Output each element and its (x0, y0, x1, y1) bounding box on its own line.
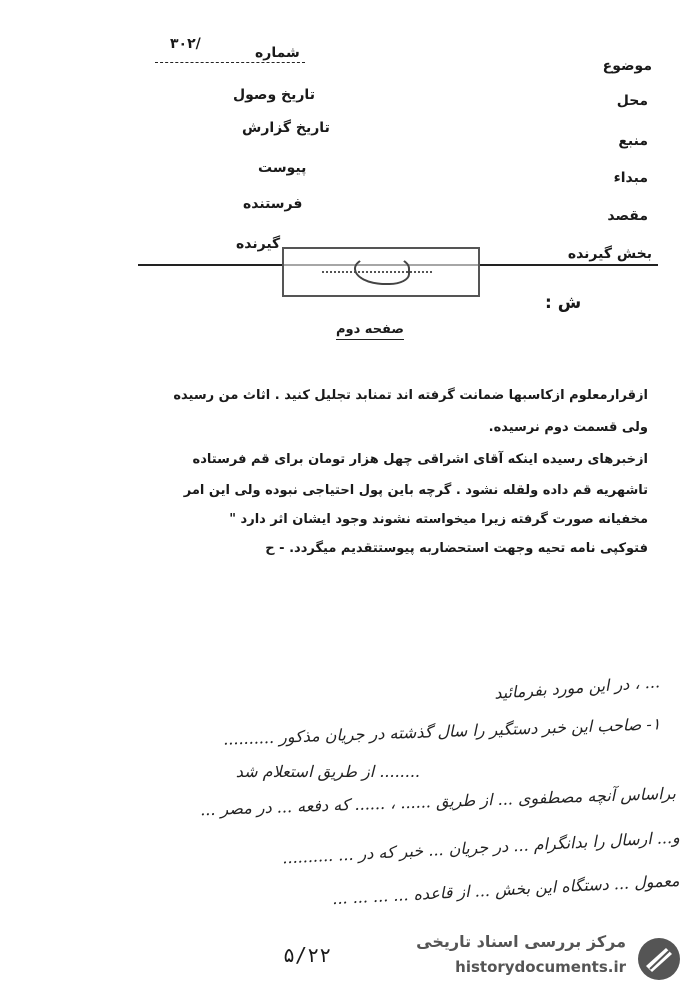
subject-label: موضوع (602, 58, 652, 74)
handwritten-line-2: ۱- صاحب این خبر دستگیر را سال گذشته در جریان مذکور .......... (222, 714, 661, 749)
place-label: محل (616, 93, 648, 109)
receipt-date-label: تاریخ وصول (233, 87, 315, 103)
report-date-label: تاریخ گزارش (242, 120, 330, 136)
attachment-label: پیوست (258, 160, 307, 176)
typed-line-3: ازخبرهای رسیده اینکه آقای اشراقی چهل هزار تومان برای قم فرستاده (192, 452, 648, 467)
handwritten-line-6: معمول ... دستگاه این بخش ... از قاعده ... ... ... ... (332, 870, 681, 909)
typed-line-6: فتوکپی نامه تحیه وجهت استحضاربه پیوستتقدیم میگردد. - ح (265, 541, 648, 556)
handwritten-line-4: براساس آنچه مصطفوی ... از طریق ...... ، ...... که دفعه ... در مصر ... (199, 783, 677, 820)
origin-label: مبداء (613, 170, 648, 186)
stamp-box (282, 247, 480, 297)
destination-label: مقصد (607, 208, 648, 224)
typed-line-5: مخفیانه صورت گرفته زیرا میخواسته نشوند وجود ایشان اثر دارد " (229, 512, 648, 527)
source-label: منبع (618, 133, 648, 149)
archive-logo-icon (636, 936, 682, 982)
handwritten-line-3: ........ از طریق استعلام شد (235, 762, 420, 781)
recipient-label: گیرنده (236, 236, 281, 252)
page-label: صفحه دوم (336, 322, 404, 340)
cc-label: ش : (545, 293, 582, 313)
stamp-scribble (354, 255, 410, 285)
number-label: شماره (255, 45, 300, 61)
receiving-section-label: بخش گیرنده (567, 246, 652, 262)
page-number: ۵/۲۲ (283, 943, 332, 967)
sender-label: فرستنده (243, 196, 303, 212)
typed-line-2: ولی قسمت دوم نرسیده. (488, 420, 648, 435)
handwritten-line-1: ... ، در این مورد بفرمائید (493, 672, 661, 703)
document-number: ۳۰۲/ (170, 36, 201, 52)
typed-line-1: ازقرارمعلوم ازکاسبها ضمانت گرفته اند تمنابد تجلیل کنید . اثاث من رسیده (173, 388, 648, 403)
handwritten-line-5: و... ارسال را بدانگرام ... در جریان ... خبر که در ... .......... (281, 827, 681, 868)
watermark-url: historydocuments.ir (455, 958, 626, 976)
watermark (414, 930, 684, 986)
typed-line-4: تاشهریه قم داده ولقله نشود . گرچه باین پول احتیاجی نبوده ولی این امر (183, 483, 648, 498)
watermark-title: مرکز بررسی اسناد تاریخی (416, 932, 626, 951)
